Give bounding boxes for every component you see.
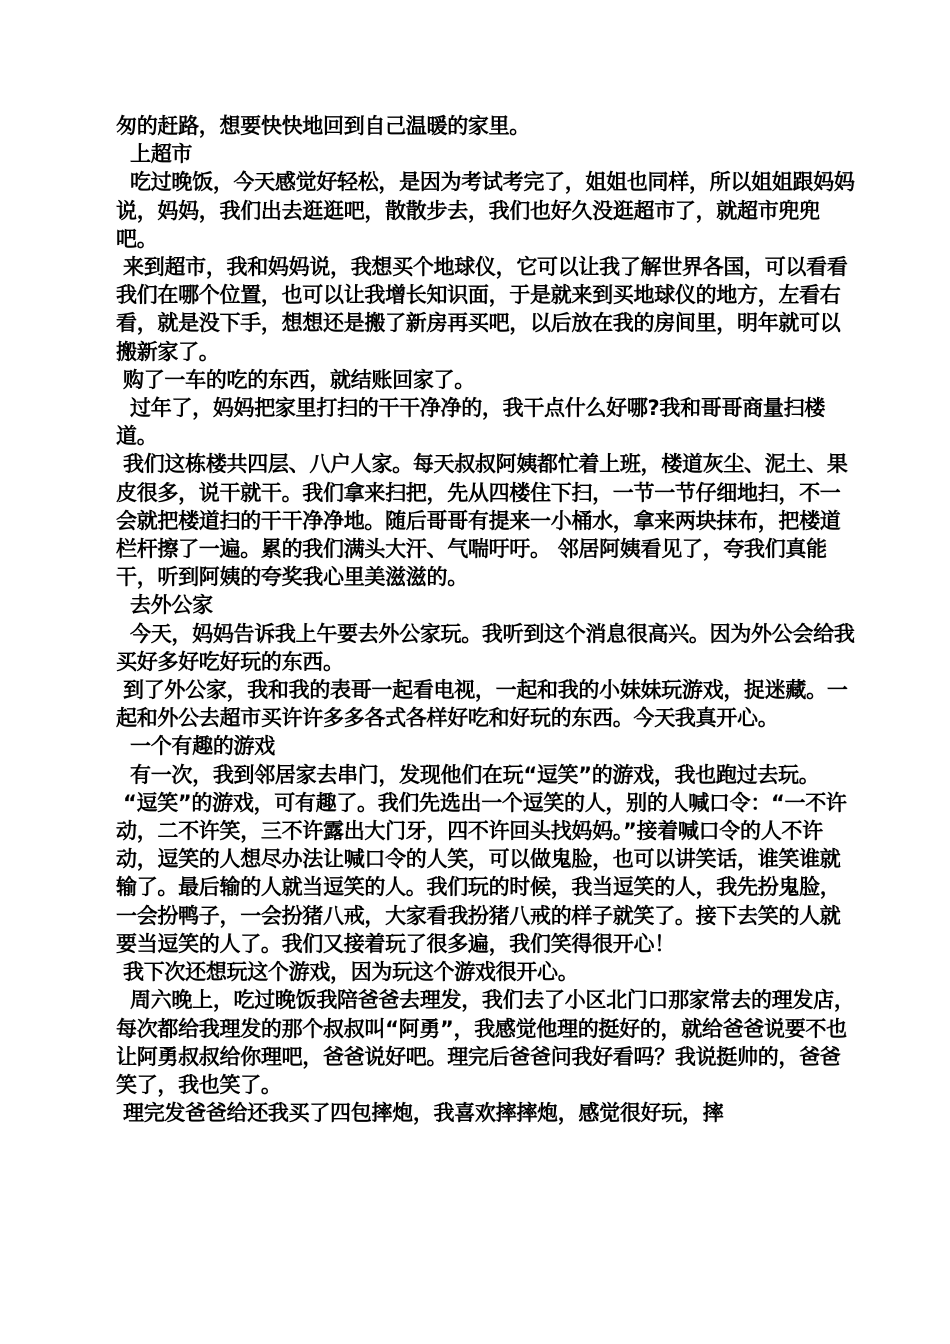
document-body: [116, 112, 856, 1127]
paragraph: 周六晚上，吃过晚饭我陪爸爸去理发，我们去了小区北门口那家常去的理发店，每次都给我理发的那个叔叔叫“阿勇”，我感觉他理的挺好的，就给爸爸说要不也让阿勇叔叔给你理吧，爸爸说好吧。理完后爸爸问我好看吗？我说挺帅的，爸爸笑了，我也笑了。: [116, 988, 855, 1097]
paragraph: 今天，妈妈告诉我上午要去外公家玩。我听到这个消息很高兴。因为外公会给我买好多好吃好玩的东西。: [116, 621, 855, 674]
section-heading-supermarket: 上超市: [116, 142, 193, 167]
paragraph: 吃过晚饭，今天感觉好轻松，是因为考试考完了，姐姐也同样，所以姐姐跟妈妈说，妈妈，我们出去逛逛吧，散散步去，我们也好久没逛超市了，就超市兜兜吧。: [116, 170, 855, 251]
paragraph: 购了一车的吃的东西，就结账回家了。: [116, 367, 475, 392]
paragraph: 匆的赶路，想要快快地回到自己温暖的家里。: [116, 114, 530, 138]
paragraph: 来到超市，我和妈妈说，我想买个地球仪，它可以让我了解世界各国，可以看看我们在哪个位置，也可以让我增长知识面，于是就来到买地球仪的地方，左看右看，就是没下手，想想还是搬了新房再买吧，以后放在我的房间里，明年就可以搬新家了。: [116, 255, 848, 364]
paragraph: 到了外公家，我和我的表哥一起看电视，一起和我的小妹妹玩游戏，捉迷藏。一起和外公去超市买许许多多各式各样好吃和好玩的东西。今天我真开心。: [116, 678, 848, 731]
paragraph: 我们这栋楼共四层、八户人家。每天叔叔阿姨都忙着上班，楼道灰尘、泥土、果皮很多，说干就干。我们拿来扫把，先从四楼住下扫，一节一节仔细地扫，不一会就把楼道扫的干干净净地。随后哥哥有提来一小桶水，拿来两块抹布，把楼道栏杆擦了一遍。累的我们满头大汗、气喘吁吁。 邻居阿姨看见了，夸我们真能干，听到阿姨的夸奖我心里美滋滋的。: [116, 452, 848, 590]
paragraph: “逗笑”的游戏，可有趣了。我们先选出一个逗笑的人，别的人喊口令：“一不许动，二不许笑，三不许露出大门牙，四不许回头找妈妈。”接着喊口令的人不许动，逗笑的人想尽办法让喊口令的人笑，可以做鬼脸，也可以讲笑话，谁笑谁就输了。最后输的人就当逗笑的人。我们玩的时候，我当逗笑的人，我先扮鬼脸，一会扮鸭子，一会扮猪八戒，大家看我扮猪八戒的样子就笑了。接下去笑的人就要当逗笑的人了。我们又接着玩了很多遍，我们笑得很开心！: [116, 790, 847, 956]
section-heading-grandpa-house: 去外公家: [116, 593, 213, 618]
section-heading-fun-game: 一个有趣的游戏: [116, 734, 275, 759]
paragraph: 理完发爸爸给还我买了四包摔炮，我喜欢摔摔炮，感觉很好玩，摔: [116, 1101, 724, 1126]
paragraph: 我下次还想玩这个游戏，因为玩这个游戏很开心。: [116, 960, 579, 985]
paragraph: 过年了，妈妈把家里打扫的干干净净的，我干点什么好哪?我和哥哥商量扫楼道。: [116, 396, 826, 449]
paragraph: 有一次，我到邻居家去串门，发现他们在玩“逗笑”的游戏，我也跑过去玩。: [116, 762, 820, 787]
